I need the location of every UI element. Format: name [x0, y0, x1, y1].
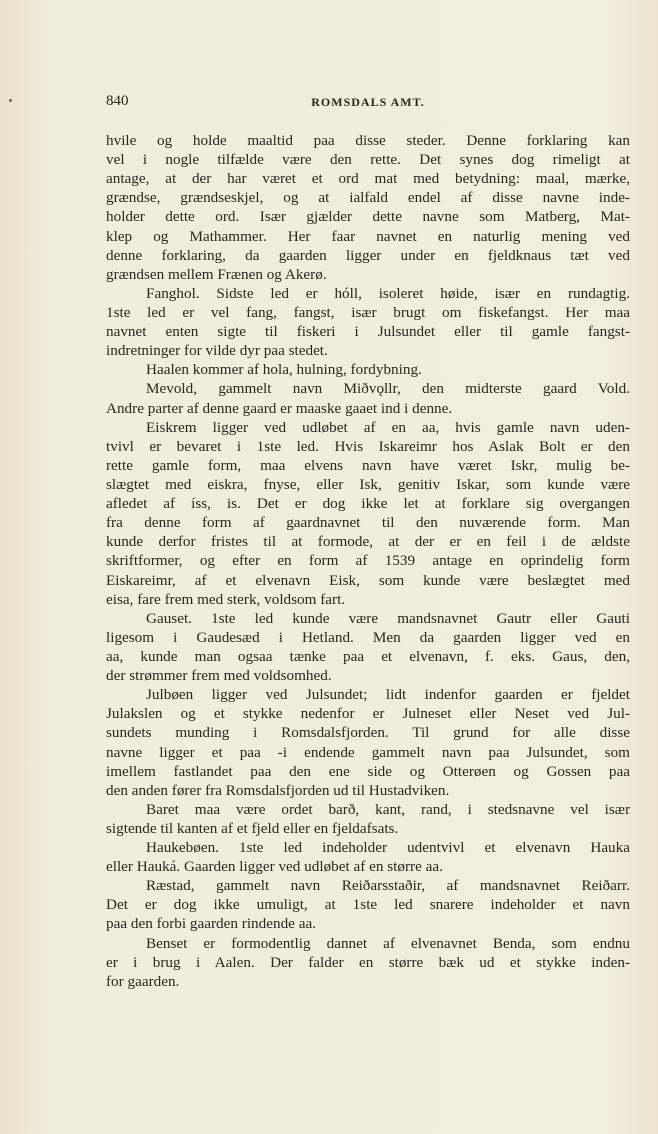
text-line: eller Hauká. Gaarden ligger ved udløbet af en større aa. [106, 858, 443, 876]
text-line: Eiskrem ligger ved udløbet af en aa, hvis gamle navn uden- [146, 418, 630, 436]
page-header [106, 93, 630, 113]
text-line: antage, at der har været et ord mat med betydning: maal, mærke, [106, 170, 630, 188]
text-line: Andre parter af denne gaard er maaske gaaet ind i denne. [106, 399, 453, 417]
running-title: ROMSDALS AMT. [311, 95, 425, 109]
text-line: grændse, grændseskjel, og at ialfald endel af disse navne inde- [106, 189, 630, 207]
text-line: Gauset. 1ste led kunde være mandsnavnet Gautr eller Gauti [146, 609, 630, 627]
text-line: klep og Mathammer. Her faar navnet en naturlig mening ved [106, 227, 630, 245]
text-line: navnet enten sigte til fiskeri i Julsundet eller til gamle fangst- [106, 323, 630, 341]
text-line: Baret maa være ordet barð, kant, rand, i stedsnavne vel især [146, 800, 630, 818]
text-line: sigtende til kanten af et fjeld eller en fjeldafsats. [106, 819, 399, 837]
text-line: den anden fører fra Romsdalsfjorden ud til Hustadviken. [106, 781, 450, 799]
text-line: 1ste led er vel fang, fangst, især brugt om fiskefangst. Her maa [106, 303, 630, 321]
text-line: indretninger for vilde dyr paa stedet. [106, 342, 328, 360]
text-line: hvile og holde maaltid paa disse steder. Denne forklaring kan [106, 132, 630, 149]
text-line: navne ligger et paa -i endende gammelt navn paa Julsundet, som [106, 743, 630, 761]
text-line: er i brug i Aalen. Der falder en større bæk ud et stykke inden- [106, 953, 630, 971]
text-line: imellem fastlandet paa den ene side og Otterøen og Gossen paa [106, 762, 630, 780]
text-line: Julbøen ligger ved Julsundet; lidt indenfor gaarden er fjeldet [146, 686, 630, 704]
text-line: Benset er formodentlig dannet af elvenavnet Benda, som endnu [146, 934, 630, 952]
text-line: grændsen mellem Frænen og Akerø. [106, 265, 327, 283]
text-line: vel i nogle tilfælde være den rette. Det synes dog rimeligt at [106, 151, 630, 169]
text-line: eisa, fare frem med sterk, voldsom fart. [106, 590, 346, 608]
text-line: for gaarden. [106, 972, 180, 990]
text-line: aa, kunde man ogsaa tænke paa et elvenavn, f. eks. Gaus, den, [106, 647, 630, 665]
text-line: slægtet med eiskra, fnyse, eller Isk, genitiv Iskar, som kunde være [106, 475, 630, 493]
text-line: der strømmer frem med voldsomhed. [106, 667, 332, 685]
page-number: 840 [106, 93, 129, 109]
text-line: Haalen kommer af hola, hulning, fordybning. [146, 361, 422, 379]
text-line: ligesom i Gaudesæd i Hetland. Men da gaarden ligger ved en [106, 628, 630, 646]
text-line: Fanghol. Sidste led er hóll, isoleret høide, især en rundagtig. [146, 284, 630, 302]
text-line: skriftformer, og efter en form af 1539 antage en oprindelig form [106, 552, 630, 570]
paper-speck [9, 99, 12, 102]
text-line: Haukebøen. 1ste led indeholder udentvivl et elvenavn Hauka [146, 839, 630, 857]
text-line: Ræstad, gammelt navn Reiðarsstaðir, af mandsnavnet Reiðarr. [146, 877, 630, 895]
text-line: paa den forbi gaarden rindende aa. [106, 915, 316, 933]
text-line: Mevold, gammelt navn Miðvǫllr, den midterste gaard Vold. [146, 380, 630, 398]
text-line: afledet af íss, is. Det er dog ikke let at forklare sig overgangen [106, 495, 630, 513]
text-line: sundets munding i Romsdalsfjorden. Til grund for alle disse [106, 724, 630, 742]
text-line: kunde derfor fristes til at formode, at der er en feil i de ældste [106, 533, 630, 551]
text-line: denne forklaring, da gaarden ligger under en fjeldknaus tæt ved [106, 246, 630, 264]
text-line: rette gamle form, maa elvens navn have været Iskr, mulig be- [106, 456, 630, 474]
text-line: Julakslen og et stykke nedenfor er Julneset eller Neset ved Jul- [106, 705, 630, 723]
text-line: fra denne form af gaardnavnet til den nuværende form. Man [106, 514, 630, 532]
text-line: Eiskareimr, af et elvenavn Eisk, som kunde være beslægtet med [106, 571, 630, 589]
text-line: tvivl er bevaret i 1ste led. Hvis Iskareimr hos Aslak Bolt er den [106, 437, 630, 455]
text-line: Det er dog ikke umuligt, at 1ste led snarere indeholder et navn [106, 896, 630, 914]
body-text [106, 131, 630, 991]
text-line: holder dette ord. Især gjælder dette navne som Matberg, Mat- [106, 208, 630, 226]
